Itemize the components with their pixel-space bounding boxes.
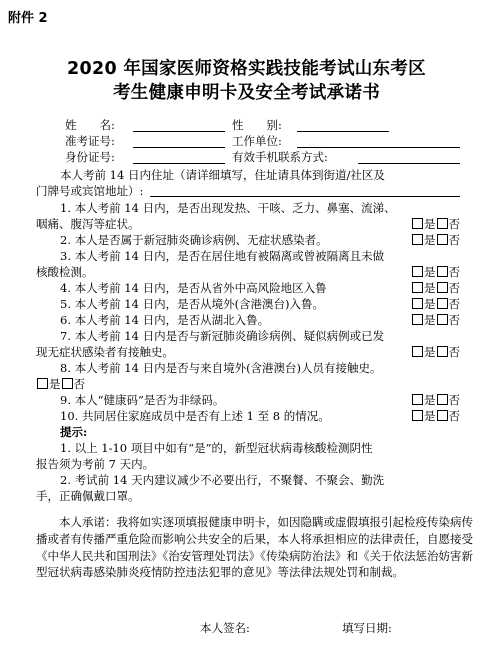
checkbox-yes[interactable] <box>412 266 423 277</box>
question-1: 1. 本人考前 14 日内，是否出现发热、干咳、乏力、鼻塞、流涕、 <box>60 201 396 215</box>
question-10: 10. 共同居住家庭成员中是否有上述 1 至 8 的情况。 <box>60 409 330 423</box>
checkbox-yes[interactable] <box>412 410 423 421</box>
checkbox-yes[interactable] <box>412 234 423 245</box>
id-no-label: 身份证号: <box>65 150 115 164</box>
checkbox-yes[interactable] <box>412 346 423 357</box>
gender-label: 性 别: <box>232 118 282 132</box>
checkbox-no[interactable] <box>437 266 448 277</box>
checkbox-no[interactable] <box>437 394 448 405</box>
checkbox-yes[interactable] <box>37 378 48 389</box>
phone-field[interactable] <box>358 163 460 164</box>
checkbox-yes[interactable] <box>412 218 423 229</box>
name-label: 姓 名: <box>65 118 115 132</box>
tip-1: 1. 以上 1-10 项目中如有“是”的，新型冠状病毒核酸检测阴性 <box>60 441 373 455</box>
exam-no-field[interactable] <box>133 147 225 148</box>
question-7-cont: 现无症状感染者有接触史。 <box>36 345 174 359</box>
date-label: 填写日期: <box>342 621 392 635</box>
attachment-label: 附件 2 <box>8 11 48 26</box>
exam-no-label: 准考证号: <box>65 134 115 148</box>
page-title: 2020 年国家医师资格实践技能考试山东考区 <box>67 59 426 79</box>
checkbox-no[interactable] <box>437 346 448 357</box>
question-7: 7. 本人考前 14 日内是否与新冠肺炎确诊病例、疑似病例或已发 <box>60 329 385 343</box>
question-6: 6. 本人考前 14 日内，是否从湖北入鲁。 <box>60 313 270 327</box>
question-9: 9. 本人“健康码”是否为非绿码。 <box>60 393 225 407</box>
checkbox-yes[interactable] <box>412 394 423 405</box>
address-field[interactable] <box>150 196 460 197</box>
tip-2-cont: 手，正确佩戴口罩。 <box>36 489 140 503</box>
signature-label: 本人签名: <box>200 621 250 635</box>
work-unit-label: 工作单位: <box>232 134 282 148</box>
checkbox-no[interactable] <box>62 378 73 389</box>
question-3-options: 是 否 <box>411 264 460 280</box>
work-unit-field[interactable] <box>297 147 460 148</box>
question-9-options: 是 否 <box>411 392 460 408</box>
question-6-options: 是 否 <box>411 312 460 328</box>
question-2: 2. 本人是否属于新冠肺炎确诊病例、无症状感染者。 <box>60 233 328 247</box>
tip-2: 2. 考试前 14 天内建议减少不必要出行，不聚餐、不聚会、勤洗 <box>60 473 385 487</box>
checkbox-no[interactable] <box>437 314 448 325</box>
tips-heading: 提示: <box>60 425 88 439</box>
question-3: 3. 本人考前 14 日内，是否在居住地有被隔离或曾被隔离且未做 <box>60 249 385 263</box>
question-3-cont: 核酸检测。 <box>36 265 94 279</box>
checkbox-no[interactable] <box>437 410 448 421</box>
question-5-options: 是 否 <box>411 296 460 312</box>
question-4-options: 是 否 <box>411 280 460 296</box>
checkbox-no[interactable] <box>437 282 448 293</box>
address-question: 本人考前 14 日内住址（请详细填写，住址请具体到街道/社区及 <box>60 168 385 182</box>
checkbox-no[interactable] <box>437 218 448 229</box>
checkbox-no[interactable] <box>437 298 448 309</box>
checkbox-no[interactable] <box>437 234 448 245</box>
checkbox-yes[interactable] <box>412 298 423 309</box>
phone-label: 有效手机联系方式: <box>232 150 328 164</box>
question-5: 5. 本人考前 14 日内，是否从境外(含港澳台)入鲁。 <box>60 297 325 311</box>
checkbox-yes[interactable] <box>412 314 423 325</box>
checkbox-yes[interactable] <box>412 282 423 293</box>
question-8: 8. 本人考前 14 日内是否与来自境外(含港澳台)人员有接触史。 <box>60 361 382 375</box>
pledge-text: 本人承诺：我将如实逐项填报健康申明卡，如因隐瞒或虚假填报引起检疫传染病传播或者有传播严重危险而影响公共安全的后果，本人将承担相应的法律责任，自愿接受《中华人民共和国刑法》《治安管理处罚法》《传染病防治法》和《关于依法惩治妨害新型冠状病毒感染肺炎疫情防控违法犯罪的意见》等法律法规处罚和制裁。 <box>36 515 473 580</box>
question-2-options: 是 否 <box>411 232 460 248</box>
question-7-options: 是 否 <box>411 344 460 360</box>
question-4: 4. 本人考前 14 日内，是否从省外中高风险地区入鲁 <box>60 281 327 295</box>
tip-1-cont: 报告须为考前 7 天内。 <box>36 457 155 471</box>
question-1-options: 是 否 <box>411 216 460 232</box>
id-no-field[interactable] <box>133 163 225 164</box>
question-8-options: 是 否 <box>36 376 85 392</box>
address-question-cont: 门牌号或宾馆地址）: <box>36 184 144 198</box>
question-10-options: 是 否 <box>411 408 460 424</box>
page-subtitle: 考生健康申明卡及安全考试承诺书 <box>113 83 380 103</box>
gender-field[interactable] <box>297 131 389 132</box>
name-field[interactable] <box>133 131 225 132</box>
question-1-cont: 咽痛、腹泻等症状。 <box>36 217 140 231</box>
